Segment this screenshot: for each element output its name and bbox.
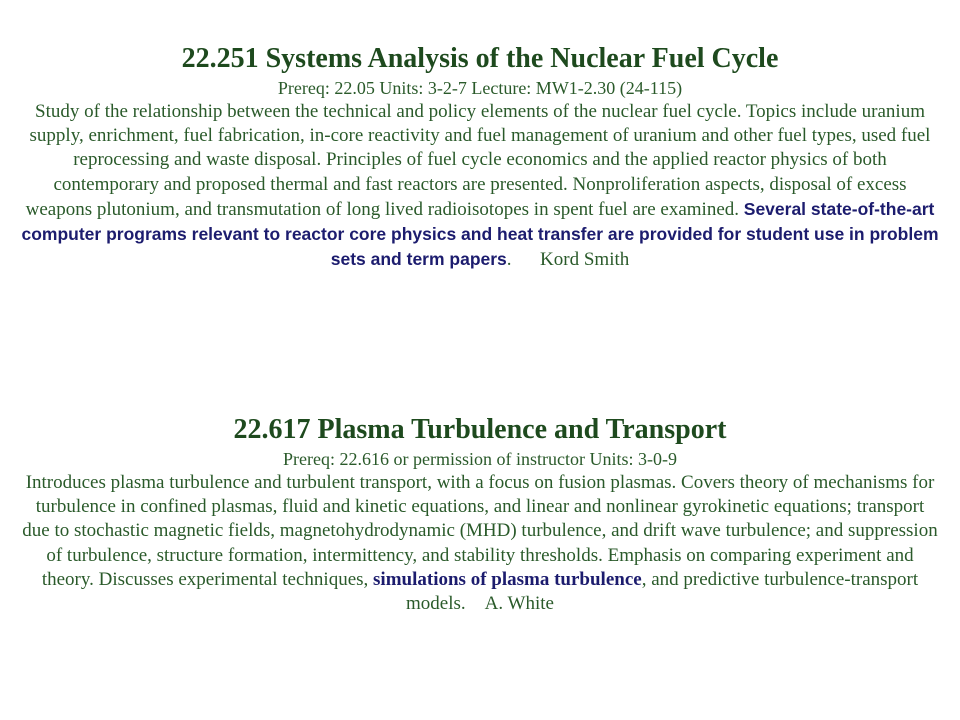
course-highlight-suffix: , and predictive turbulence-transport models. [406, 568, 919, 615]
course-instructor: Kord Smith [540, 249, 630, 271]
course-title: 22.617 Plasma Turbulence and Transport [233, 414, 727, 445]
course-meta: Prereq: 22.05 Units: 3-2-7 Lecture: MW1-2.30 (24-115) [277, 78, 683, 98]
course-meta: Prereq: 22.616 or permission of instructor Units: 3-0-9 [283, 449, 677, 469]
course-highlight: Several state-of-the-art computer programs relevant to reactor core physics and heat transfer are provided for student use in problem sets and term papers [21, 198, 939, 270]
course-highlight: simulations of plasma turbulence [373, 568, 642, 590]
course-22-251 [20, 42, 940, 272]
course-title: 22.251 Systems Analysis of the Nuclear Fuel Cycle [181, 43, 779, 74]
course-description-block [20, 100, 940, 272]
course-description: Study of the relationship between the technical and policy elements of the nuclear fuel cycle. Topics include uranium supply, enrichment, fuel fabrication, in-core reactivity and fuel management of uranium and other fuel types, used fuel reprocessing and waste disposal. Principles of fuel cycle economics and the applied reactor physics of both contemporary and proposed thermal and fast reactors are presented. Nonproliferation aspects, disposal of excess weapons plutonium, and transmutation of long lived radioisotopes in spent fuel are examined. [25, 101, 931, 220]
course-description: Introduces plasma turbulence and turbulent transport, with a focus on fusion plasmas. Covers theory of mechanisms for turbulence in confined plasmas, fluid and kinetic equations, and linear and nonlinear gyrokinetic equations; transport due to stochastic magnetic fields, magnetohydrodynamic (MHD) turbulence, and drift wave turbulence; and suppression of turbulence, structure formation, intermittency, and stability thresholds. Emphasis on comparing experiment and theory. Discusses experimental techniques, [22, 472, 938, 590]
course-highlight-suffix: . [506, 249, 512, 271]
course-22-617 [20, 413, 940, 616]
course-instructor: A. White [484, 593, 554, 615]
course-description-block [20, 471, 940, 616]
